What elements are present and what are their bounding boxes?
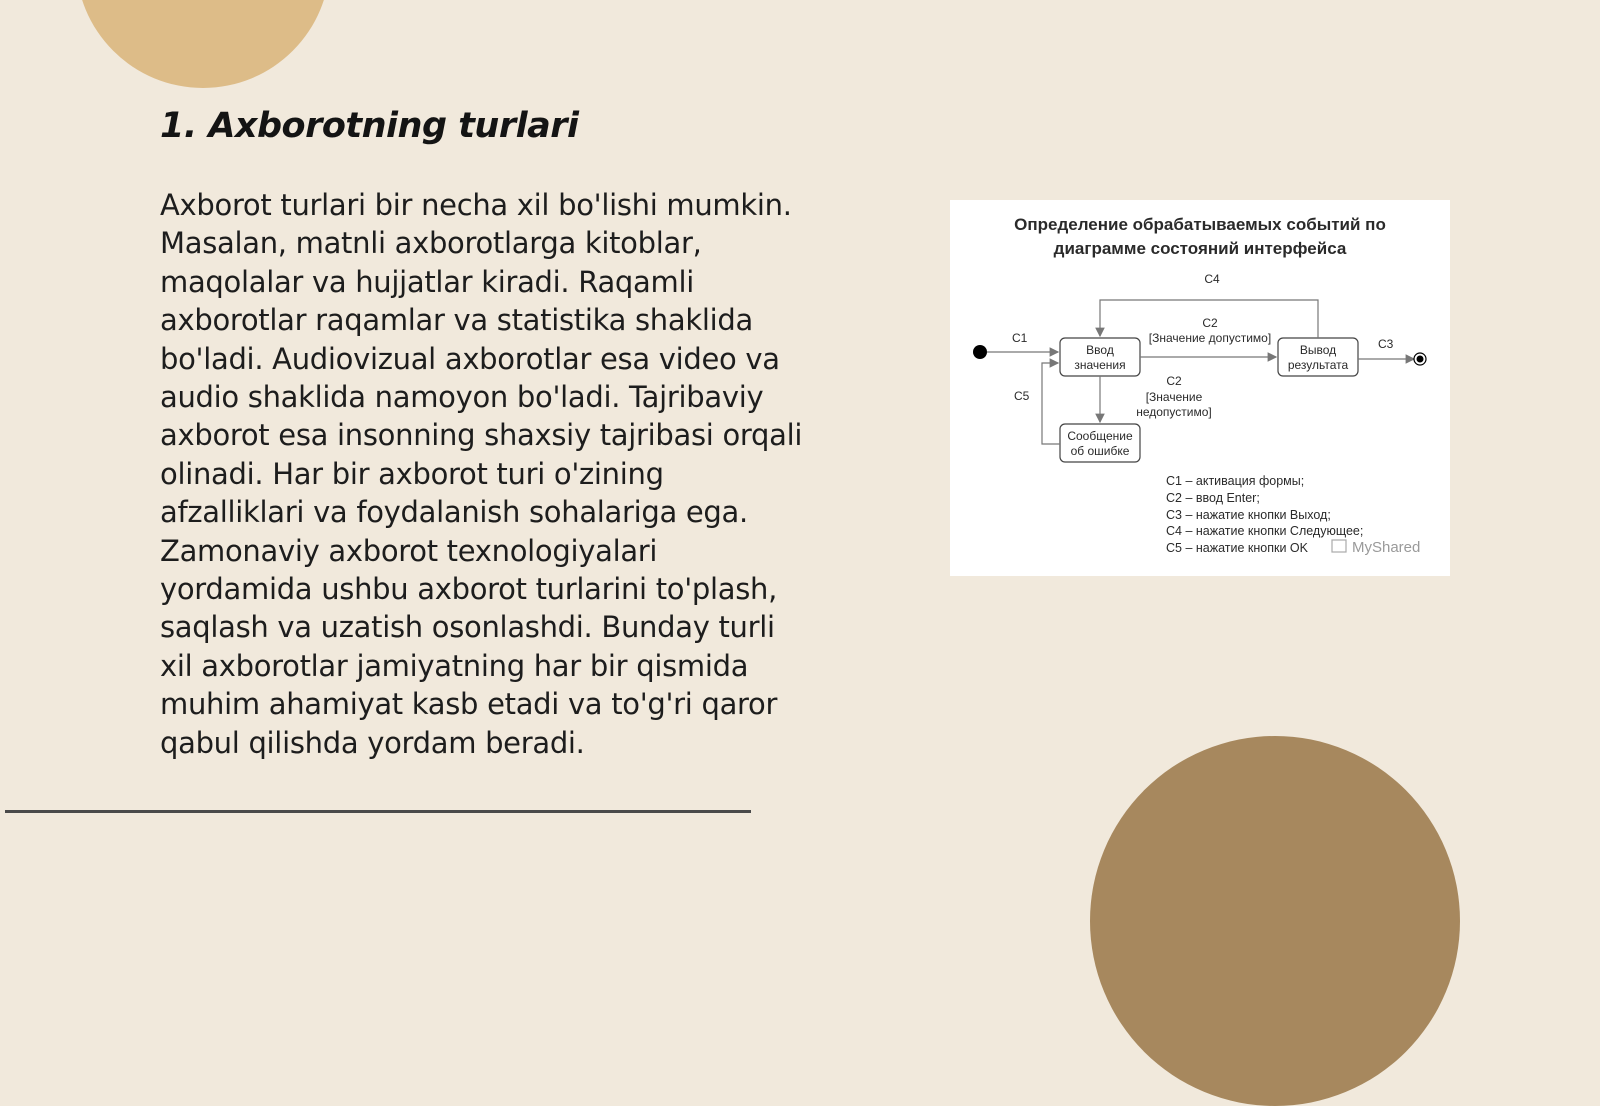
state-diagram (950, 200, 1450, 576)
slide-body-text (160, 186, 850, 762)
edge-guard-c2-valid: [Значение допустимо] (1148, 331, 1272, 345)
body-line: olinadi. Har bir axborot turi o'zining (160, 456, 664, 491)
body-line: afzalliklari va foydalanish sohalariga ega. (160, 495, 748, 530)
edge-guard-c2-invalid-2: недопустимо] (1136, 405, 1212, 419)
edge-c5 (1042, 363, 1060, 444)
legend-item: C3 – нажатие кнопки Выход; (1166, 508, 1331, 522)
state-diagram-image (950, 200, 1450, 576)
legend-item: C5 – нажатие кнопки OK (1166, 541, 1308, 555)
body-line: maqolalar va hujjatlar kiradi. Raqamli (160, 264, 694, 299)
legend-item: C2 – ввод Enter; (1166, 491, 1260, 505)
decorative-circle-top (76, 0, 330, 88)
edge-label-c2-top: C2 (1202, 316, 1218, 330)
body-line: bo'ladi. Audiovizual axborotlar esa video va (160, 341, 780, 376)
watermark-icon (1332, 540, 1346, 552)
body-line: Masalan, matnli axborotlarga kitoblar, (160, 226, 702, 261)
edge-label-c5: C5 (1014, 389, 1030, 403)
edge-label-c4: C4 (1204, 272, 1220, 286)
state-output-line1: Вывод (1299, 343, 1337, 357)
initial-state-node (973, 345, 987, 359)
diagram-title-line1: Определение обрабатываемых событий по (1014, 215, 1386, 234)
edge-guard-c2-invalid-1: [Значение (1145, 390, 1203, 404)
decorative-circle-bottom (1090, 736, 1460, 1106)
body-line: axborotlar raqamlar va statistika shaklida (160, 303, 753, 338)
state-input-line2: значения (1074, 358, 1126, 372)
legend-item: C1 – активация формы; (1166, 474, 1305, 488)
body-line: qabul qilishda yordam beradi. (160, 725, 585, 760)
legend-item: C4 – нажатие кнопки Следующее; (1166, 524, 1364, 538)
body-line: axborot esa insonning shaxsiy tajribasi orqali (160, 418, 803, 453)
state-input-line1: Ввод (1086, 343, 1114, 357)
edge-label-c3: C3 (1378, 337, 1394, 351)
edge-label-c1: C1 (1012, 331, 1028, 345)
body-line: Zamonaviy axborot texnologiyalari (160, 533, 658, 568)
body-line: audio shaklida namoyon bo'ladi. Tajribaviy (160, 380, 764, 415)
body-line: Axborot turlari bir necha xil bo'lishi mumkin. (160, 188, 792, 222)
edge-label-c2-bottom: C2 (1166, 374, 1182, 388)
body-line: muhim ahamiyat kasb etadi va to'g'ri qaror (160, 687, 778, 722)
state-output-line2: результата (1287, 358, 1349, 372)
state-error-line2: об ошибке (1070, 444, 1130, 458)
slide-title: 1. Axborotning turlari (160, 106, 579, 146)
divider-line (5, 810, 751, 813)
final-state-inner (1417, 356, 1424, 363)
diagram-title-line2: диаграмме состояний интерфейса (1053, 239, 1347, 258)
body-line: xil axborotlar jamiyatning har bir qismida (160, 648, 749, 683)
body-line: saqlash va uzatish osonlashdi. Bunday turli (160, 610, 775, 645)
watermark-text: MyShared (1352, 539, 1421, 556)
body-line: yordamida ushbu axborot turlarini to'plash, (160, 572, 778, 607)
state-error-line1: Сообщение (1067, 429, 1133, 443)
